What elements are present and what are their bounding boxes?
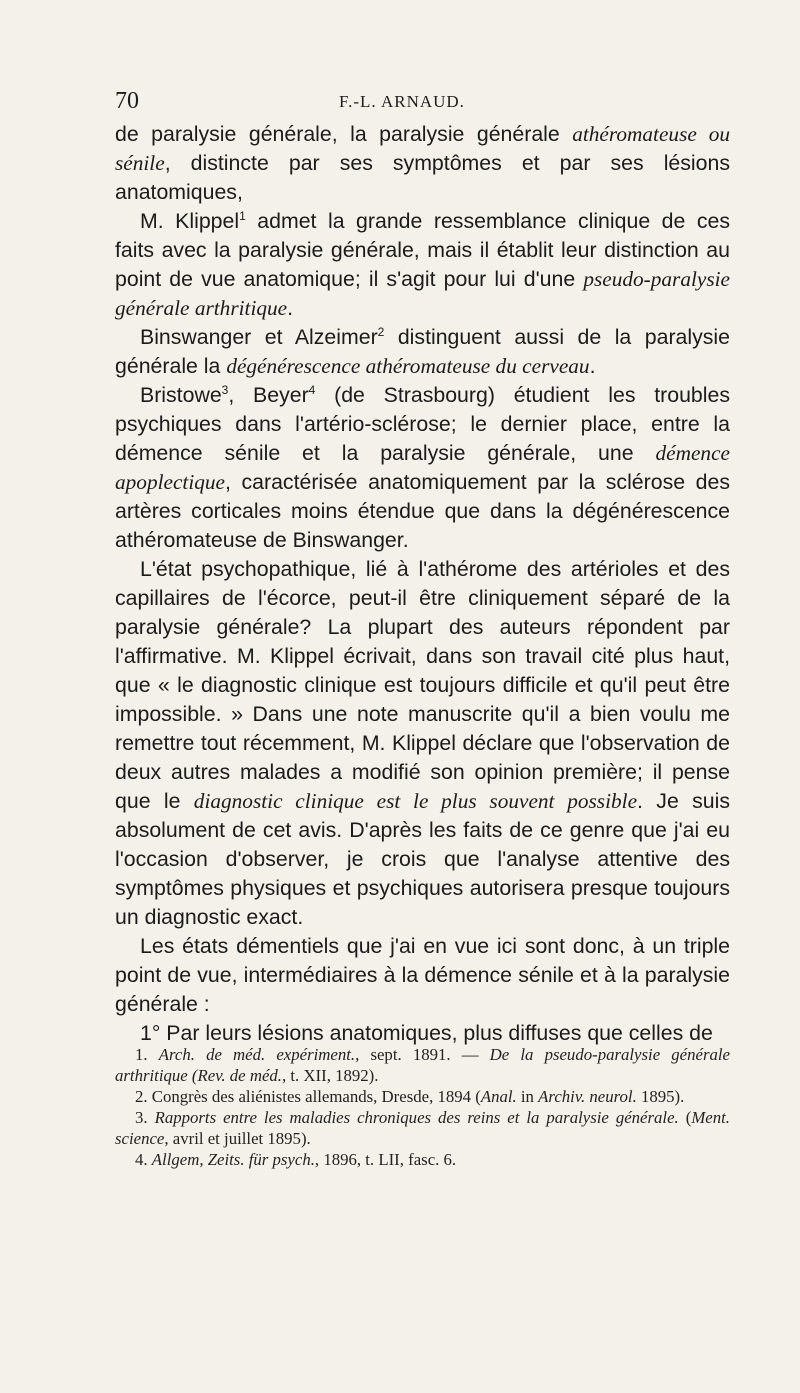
italic-run: Archiv. neurol. [538,1087,637,1106]
text-run: admet la grande ressemblance clinique de ces faits avec la paralysie générale, mais il établit leur distinction au point de vue anatomique; il s'agit pour lui d'une [115,209,730,291]
text-run: , sept. 1891. — [355,1045,490,1064]
italic-run: démence apoplectique [115,441,730,494]
footnote-ref: 4 [308,382,316,397]
italic-run: Anal. [480,1087,517,1106]
italic-run: Allgem, Zeits. für psych. [151,1150,315,1169]
text-run: , t. XII, 1892). [281,1066,379,1085]
text-run: M. Klippel [140,209,240,233]
text-run: . Je suis absolument de cet avis. D'après les faits de ce genre que j'ai eu l'occasion d'observer, je crois que l'analyse attentive des symptômes physiques et psychiques autorisera presque toujours un diagnostic exact. [115,789,730,929]
italic-run: Arch. de méd. expériment. [158,1045,356,1064]
italic-run: pseudo-paralysie générale arthritique [115,267,730,320]
footnote-ref: 2 [377,324,385,339]
footnote-number: 3. [135,1108,155,1127]
footnote-number: 2. [135,1087,152,1106]
footnote-ref: 1 [239,208,246,223]
text-run: Bristowe [140,383,222,407]
text-run: in [516,1087,539,1106]
text-run: Les états démentiels que j'ai en vue ici sont donc, à un triple point de vue, intermédiaires à la démence sénile et à la paralysie générale : [115,934,730,1016]
paragraph-6 [115,932,730,1019]
text-run: , Beyer [228,383,309,407]
footnote-4 [115,1149,730,1170]
running-head [115,88,730,118]
footnote-number: 1. [135,1045,159,1064]
paragraph-3 [115,323,730,381]
text-run: , avril et juillet 1895). [164,1129,311,1148]
text-run: . [287,296,294,320]
footnote-number: 4. [135,1150,152,1169]
footnote-ref: 3 [221,382,229,397]
italic-run: diagnostic clinique est le plus souvent possible [193,789,638,813]
italic-run: dégénérescence athéromateuse du cerveau [226,354,590,378]
italic-run: Ment. science [115,1108,730,1148]
text-run: distinguent aussi de la paralysie générale la [115,325,730,378]
text-run: Binswanger et Alzeimer [140,325,378,349]
text-run: (de Strasbourg) étudient les troubles psychiques dans l'artério-sclérose; le dernier place, entre la démence sénile et la paralysie générale, une [115,383,730,465]
footnote-2 [115,1086,730,1107]
text-run: , 1896, t. LII, fasc. 6. [314,1150,457,1169]
text-run: , caractérisée anatomiquement par la sclérose des artères corticales moins étendue que dans la dégénérescence athéromateuse de Binswanger. [115,470,730,552]
paragraph-5 [115,555,730,932]
text-run: 1895). [636,1087,685,1106]
footnote-3 [115,1107,730,1149]
italic-run: De la pseudo-paralysie générale arthritique (Rev. de méd. [115,1045,731,1085]
paragraph-4 [115,381,730,555]
footnote-1 [115,1044,730,1086]
text-run: . [589,354,596,378]
running-title: F.-L. ARNAUD. [339,92,465,111]
footnotes [115,1044,730,1170]
italic-run: Rapports entre les maladies chroniques des reins et la paralysie générale. [154,1108,679,1127]
text-run: de paralysie générale, la paralysie générale [115,122,573,146]
text-run: 1° Par leurs lésions anatomiques, plus diffuses que celles de [140,1021,713,1045]
italic-run: athéromateuse ou sénile [115,122,730,175]
text-run: ( [678,1108,692,1127]
text-run: , distincte par ses symptômes et par ses lésions anatomiques, [115,151,730,204]
page-number: 70 [115,88,139,114]
text-run: L'état psychopathique, lié à l'athérome des artérioles et des capillaires de l'écorce, peut-il être cliniquement séparé de la paralysie générale? La plupart des auteurs répondent par l'affirmative. M. Klippel écrivait, dans son travail cité plus haut, que « le diagnostic clinique est toujours difficile et qu'il peut être impossible. » Dans une note manuscrite qu'il a bien voulu me remettre tout récemment, M. Klippel déclare que l'observation de deux autres malades a modifié son opinion première; il pense que le [115,557,730,813]
paragraph-1 [115,120,730,207]
main-text [115,120,730,1048]
text-run: Congrès des aliénistes allemands, Dresde, 1894 ( [151,1087,481,1106]
paragraph-2 [115,207,730,323]
